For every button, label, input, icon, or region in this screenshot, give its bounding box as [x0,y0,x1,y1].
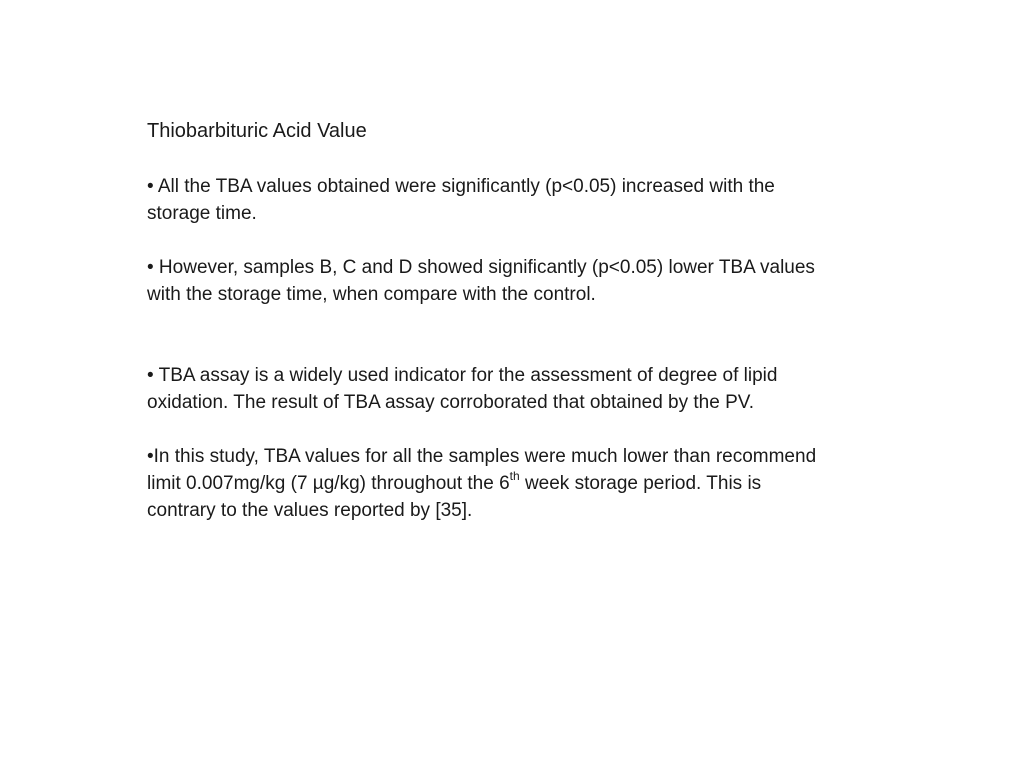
slide-title: Thiobarbituric Acid Value [147,120,367,142]
slide-body [147,116,827,551]
bullet-tba-increase: • All the TBA values obtained were significantly (p<0.05) increased with the storage time. [147,176,775,224]
bullet-recommend-limit-text-end: week storage period. This is contrary to the values reported by [35]. [147,473,762,521]
bullet-recommend-limit-text: •In this study, TBA values for all the samples were much lower than recommend limit 0.007mg/kg (7 µg/kg) throughout the 6 [147,446,817,494]
bullet-recommend-limit [147,443,827,524]
ordinal-suffix: th [509,468,520,483]
bullet-samples-lower: • However, samples B, C and D showed significantly (p<0.05) lower TBA values with the storage time, when compare with the control. [147,257,815,305]
bullet-tba-assay: • TBA assay is a widely used indicator for the assessment of degree of lipid oxidation. The result of TBA assay corroborated that obtained by the PV. [147,365,778,413]
